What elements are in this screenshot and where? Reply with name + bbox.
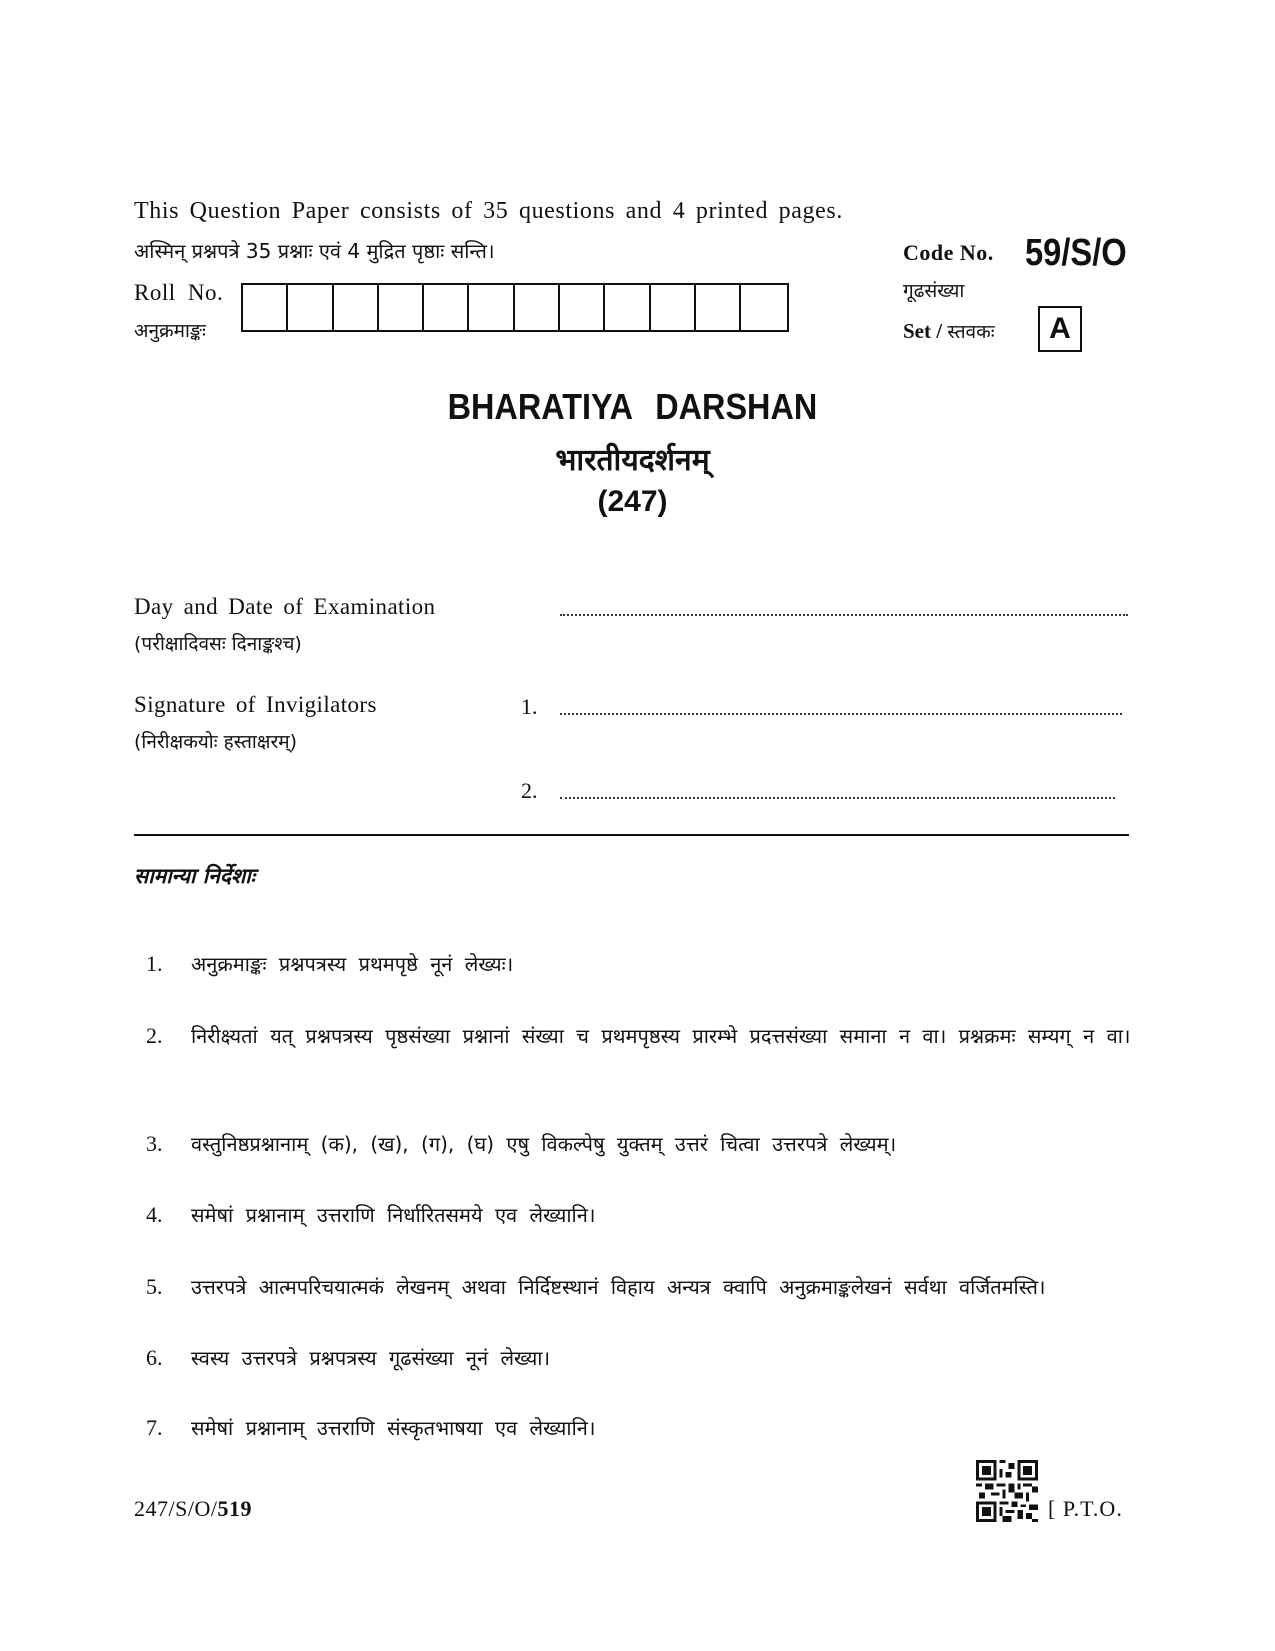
list-item	[146, 1269, 1136, 1305]
roll-cell[interactable]	[651, 285, 696, 330]
code-label: Code No.	[903, 240, 994, 265]
instructions-title: सामान्या निर्देशाः	[134, 864, 255, 888]
subject-code: (247)	[597, 485, 668, 518]
roll-cell[interactable]	[515, 285, 560, 330]
list-item	[146, 1340, 1136, 1376]
roll-cell[interactable]	[379, 285, 424, 330]
roll-cell[interactable]	[469, 285, 514, 330]
date-label: Day and Date of Examination	[134, 594, 436, 619]
list-item	[146, 1197, 1136, 1233]
roll-cell[interactable]	[334, 285, 379, 330]
set-label-en: Set /	[903, 319, 943, 343]
item-number: 6.	[146, 1345, 163, 1370]
item-number: 7.	[146, 1415, 163, 1440]
title-english: BHARATIYA DARSHAN	[447, 386, 818, 427]
roll-cell[interactable]	[605, 285, 650, 330]
roll-cell[interactable]	[243, 285, 288, 330]
item-text: स्वस्य उत्तरपत्रे प्रश्नपत्रस्य गूढसंख्या नूनं लेख्या।	[191, 1346, 551, 1370]
qr-code-icon	[976, 1460, 1038, 1522]
title-hindi: भारतीयदर्शनम्	[555, 443, 710, 478]
roll-cell[interactable]	[560, 285, 605, 330]
footer-code-prefix: 247/S/O/	[134, 1496, 218, 1521]
intro-english: This Question Paper consists of 35 questions and 4 printed pages.	[134, 198, 843, 224]
signature-number-1: 1.	[521, 694, 538, 719]
set-label-hindi: स्तवकः	[947, 321, 995, 343]
set-box: A	[1038, 306, 1082, 352]
item-number: 4.	[146, 1202, 163, 1227]
signature-label: Signature of Invigilators	[134, 692, 377, 717]
roll-cell[interactable]	[741, 285, 786, 330]
footer-code-bold: 519	[217, 1496, 252, 1521]
roll-cell[interactable]	[424, 285, 469, 330]
list-item	[146, 1126, 1136, 1162]
item-number: 5.	[146, 1274, 163, 1299]
footer-code	[134, 1496, 252, 1522]
item-number: 3.	[146, 1131, 163, 1156]
date-line[interactable]	[560, 614, 1128, 616]
code-hindi: गूढसंख्या	[903, 280, 965, 302]
intro-hindi: अस्मिन् प्रश्नपत्रे 35 प्रश्नाः एवं 4 मुद्रित पृष्ठाः सन्ति।	[134, 239, 495, 263]
item-text: अनुक्रमाङ्कः प्रश्नपत्रस्य प्रथमपृष्ठे नूनं लेख्यः।	[191, 952, 514, 976]
set-label	[903, 318, 995, 344]
item-number: 1.	[146, 951, 163, 976]
signature-line-2[interactable]	[560, 797, 1115, 799]
code-value: 59/S/O	[1025, 232, 1127, 274]
item-number: 2.	[146, 1023, 163, 1048]
roll-label: Roll No.	[134, 280, 224, 305]
roll-cell[interactable]	[288, 285, 333, 330]
signature-number-2: 2.	[521, 778, 538, 803]
list-item	[146, 1410, 1136, 1446]
signature-line-1[interactable]	[560, 713, 1122, 715]
roll-label-hindi: अनुक्रमाङ्कः	[134, 320, 206, 342]
signature-label-hindi: (निरीक्षकयोः हस्ताक्षरम्)	[134, 731, 298, 753]
roll-cell[interactable]	[696, 285, 741, 330]
item-text: समेषां प्रश्नानाम् उत्तराणि संस्कृतभाषया एव लेख्यानि।	[191, 1416, 596, 1440]
divider	[134, 834, 1129, 836]
item-text: वस्तुनिष्ठप्रश्नानाम् (क), (ख), (ग), (घ) एषु विकल्पेषु युक्तम् उत्तरं चित्वा उत्तरपत्रे लेख्यम्।	[191, 1132, 897, 1156]
list-item	[146, 1018, 1136, 1054]
item-text: निरीक्ष्यतां यत् प्रश्नपत्रस्य पृष्ठसंख्या प्रश्नानां संख्या च प्रथमपृष्ठस्य प्रारम्भे प्रदत्तसंख्या समाना न वा। प्रश्नक्रमः सम्यग् न वा।	[191, 1024, 1131, 1048]
item-text: उत्तरपत्रे आत्मपरिचयात्मकं लेखनम् अथवा निर्दिष्टस्थानं विहाय अन्यत्र क्वापि अनुक्रमाङ्कलेखनं सर्वथा वर्जितमस्ति।	[191, 1275, 1046, 1299]
list-item	[146, 946, 1136, 982]
pto-label: [ P.T.O.	[1048, 1496, 1123, 1521]
roll-number-grid[interactable]	[241, 283, 789, 332]
item-text: समेषां प्रश्नानाम् उत्तराणि निर्धारितसमये एव लेख्यानि।	[191, 1203, 596, 1227]
date-label-hindi: (परीक्षादिवसः दिनाङ्कश्च)	[134, 633, 302, 655]
